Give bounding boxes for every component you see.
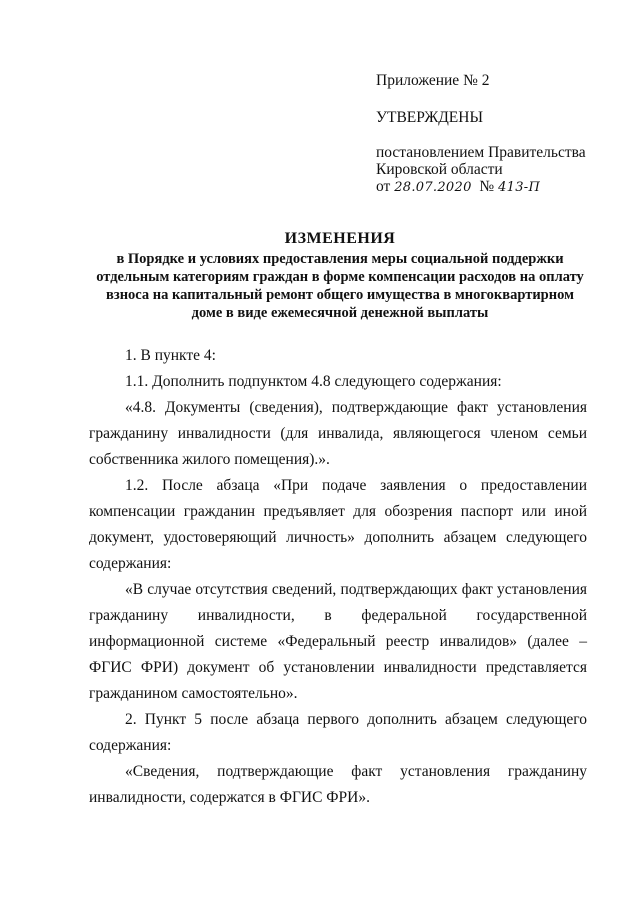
number-prefix: № (479, 178, 495, 195)
decree-line-2: Кировской области (376, 161, 503, 178)
paragraph-4: 1.2. После абзаца «При подаче заявления о предоставлении компенсации гражданин предъявляет для обозрения паспорт или иной документ, удостоверяющий личность» дополнить абзацем следующего содержания: (89, 477, 587, 572)
document-title: ИЗМЕНЕНИЯ (284, 230, 396, 247)
paragraph-6: 2. Пункт 5 после абзаца первого дополнить абзацем следующего содержания: (89, 711, 587, 754)
handwritten-number: 413-П (498, 180, 541, 195)
appendix-label: Приложение № 2 (376, 72, 490, 89)
approval-header (376, 72, 626, 196)
approved-label: УТВЕРЖДЕНЫ (376, 109, 483, 126)
document-subtitle: в Порядке и условиях предоставления меры социальной поддержки отдельным категориям граждан в форме компенсации расходов на оплату взноса на капитальный ремонт общего имущества в многоквартирном доме в виде ежемесячной денежной выплаты (96, 251, 584, 321)
date-prefix: от (376, 178, 391, 195)
paragraph-1: 1. В пункте 4: (125, 347, 216, 364)
handwritten-date: 28.07.2020 (394, 180, 472, 195)
decree-line-1: постановлением Правительства (376, 144, 586, 161)
paragraph-3: «4.8. Документы (сведения), подтверждающие факт установления гражданину инвалидности (для инвалида, являющегося членом семьи собственника жилого помещения).». (89, 399, 587, 468)
decree-date-line (376, 178, 626, 196)
paragraph-2: 1.1. Дополнить подпунктом 4.8 следующего содержания: (125, 373, 502, 390)
document-body (89, 343, 587, 811)
document-title-block (95, 230, 585, 322)
paragraph-5: «В случае отсутствия сведений, подтверждающих факт установления гражданину инвалидности, в федеральной государственной информационной системе «Федеральный реестр инвалидов» (далее – ФГИС ФРИ) документ об установлении инвалидности представляется гражданином самостоятельно». (89, 581, 587, 702)
paragraph-7: «Сведения, подтверждающие факт установления гражданину инвалидности, содержатся в ФГИС ФРИ». (89, 763, 587, 806)
